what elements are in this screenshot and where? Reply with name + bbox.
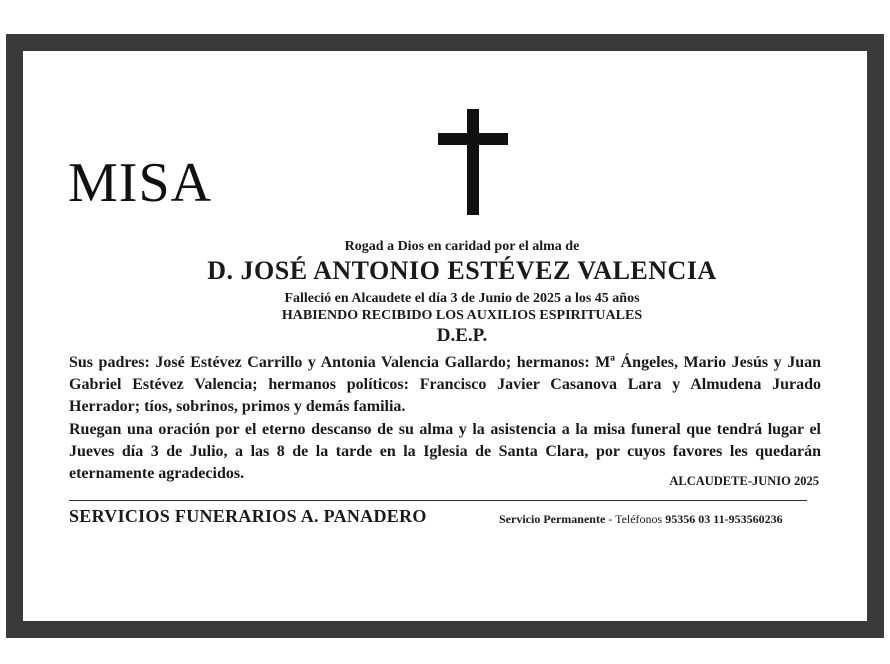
rip-line: D.E.P. — [436, 325, 488, 346]
phone-info — [499, 512, 783, 527]
place-date: ALCAUDETE-JUNIO 2025 — [669, 474, 819, 488]
phone-numbers: 95356 03 11-953560236 — [665, 512, 783, 526]
deceased-name: D. JOSÉ ANTONIO ESTÉVEZ VALENCIA — [207, 256, 717, 285]
notice-frame — [6, 34, 884, 638]
service-label: Servicio Permanente — [499, 512, 606, 526]
family-paragraph: Sus padres: José Estévez Carrillo y Antonia Valencia Gallardo; hermanos: Mª Ángeles, Mario Jesús y Juan Gabriel Estévez Valencia; hermanos políticos: Francisco Javier Casanova Lara y Almudena Jurado Herrador; tíos, sobrinos, primos y demás familia. — [69, 354, 821, 415]
company-name: SERVICIOS FUNERARIOS A. PANADERO — [69, 506, 427, 526]
divider — [69, 500, 807, 501]
notice-card — [23, 51, 867, 621]
cross-icon — [438, 109, 508, 215]
invitation-paragraph: Ruegan una oración por el eterno descanso de su alma y la asistencia a la misa funeral que tendrá lugar el Jueves día 3 de Julio, a las 8 de la tarde en la Iglesia de Santa Clara, por cuyos favores les quedarán eternamente agradecidos. — [69, 421, 821, 482]
intro-line: Rogad a Dios en caridad por el alma de — [344, 239, 580, 254]
death-line: Falleció en Alcaudete el día 3 de Junio de 2025 a los 45 años — [284, 291, 640, 306]
sacraments-line: HABIENDO RECIBIDO LOS AUXILIOS ESPIRITUALES — [281, 308, 643, 323]
page-title: MISA — [68, 152, 213, 214]
phones-prefix: - Teléfonos — [605, 512, 666, 526]
